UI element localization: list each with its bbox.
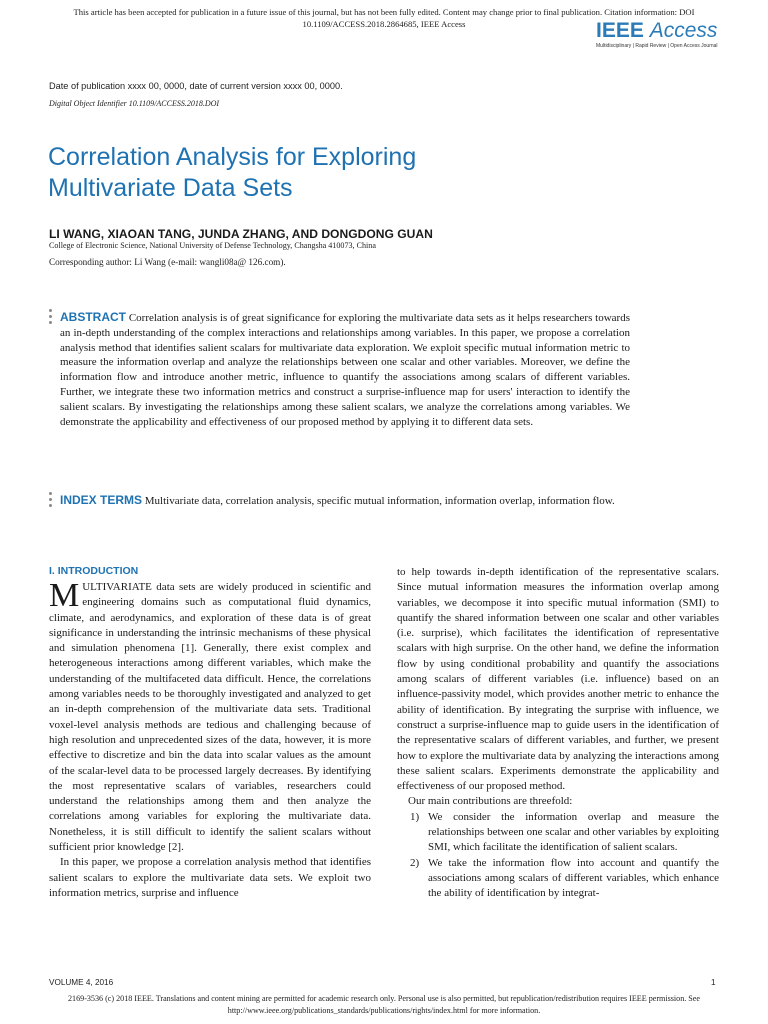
notice-line-1: This article has been accepted for publication in a future issue of this journal, but has not been fully edited. Content may change prior to final publication. Citation information: DOI — [73, 7, 695, 17]
index-terms-marker-dot — [49, 492, 52, 495]
contribution-number: 1) — [410, 810, 420, 823]
title-line-1: Correlation Analysis for Exploring — [48, 143, 417, 171]
index-terms — [60, 493, 630, 509]
abstract-marker-dot — [49, 315, 52, 318]
contributions-list — [397, 810, 719, 902]
license-line-1: 2169-3536 (c) 2018 IEEE. Translations and content mining are permitted for academic research only. Personal use is also permitted, but republication/redistribution requires IEEE permission. See — [68, 994, 700, 1003]
abstract-marker-dot — [49, 309, 52, 312]
notice-line-2: 10.1109/ACCESS.2018.2864685, IEEE Access — [302, 19, 466, 29]
index-terms-marker-dot — [49, 498, 52, 501]
logo-access-text: Access — [649, 19, 718, 42]
contribution-text: We take the information flow into account and quantify the associations among scalars of different variables, which enhance the ability of identification by integrat- — [428, 856, 719, 900]
drop-cap: M — [49, 577, 80, 614]
intro-paragraph-3: to help towards in-depth identification of the representative scalars. Since mutual information measures the information overlap among variables, we decompose it into specific mutual information (SMI) to quantify the shared information between one scalar and other variables (i.e. surprise), which facilitates the identification of representative scalars with high surprise. On the other hand, we define the information flow by using conditional probability and quantify the associations among scalars of different variables (i.e. influence) based on an influence-passivity model, which provides another metric to enhance the ability of identification. By integrating the surprise with influence, we construct a surprise-influence map to guide users in the identification of the representative scalars of different variables, and further, we present how to explore the multivariate data by analyzing the interactions among these salient scalars. Experiments demonstrate the applicability and effectiveness of our proposed method. — [397, 566, 719, 793]
left-column — [49, 577, 371, 901]
logo-tagline: Multidisciplinary | Rapid Review | Open Access Journal — [596, 43, 718, 49]
title-line-2: Multivariate Data Sets — [48, 174, 293, 202]
index-terms-label: INDEX TERMS — [60, 493, 143, 507]
contribution-number: 2) — [410, 856, 420, 869]
index-terms-text: Multivariate data, correlation analysis, specific mutual information, information overlap, information flow. — [144, 495, 615, 507]
abstract-text: Correlation analysis is of great significance for exploring the multivariate data sets as it helps researchers towards an in-depth understanding of the complex interactions and relationships among variables. In this paper, we propose a correlation analysis method that identifies salient scalars for multivariate data exploration. We exploit specific mutual information metric to measure the information overlap and analyze the relationships between one scalar and other variables. Moreover, we define the information flow and introduce another metric, influence to quantify the associations among scalars of different variables. Further, we integrate these two information metrics and construct a surprise-influence map for users' interaction to identify the salient scalars. By investigating the relationships among these salient scalars, we analyze the correlations among variables. We demonstrate the applicability and effectiveness of our proposed method by applying it to different data sets. — [60, 312, 630, 428]
contribution-item — [397, 856, 719, 902]
abstract — [60, 310, 630, 429]
volume-label: VOLUME 4, 2016 — [49, 978, 114, 987]
author-list: LI WANG, XIAOAN TANG, JUNDA ZHANG, AND DONGDONG GUAN — [49, 227, 433, 241]
ieee-access-logo — [596, 20, 721, 49]
intro-paragraph-2: In this paper, we propose a correlation analysis method that identifies salient scalars to explore the multivariate data sets. We exploit two information metrics, surprise and influence — [49, 856, 371, 899]
contributions-intro: Our main contributions are threefold: — [408, 795, 573, 808]
abstract-label: ABSTRACT — [60, 310, 126, 324]
abstract-marker-dot — [49, 321, 52, 324]
intro-paragraph-1-text: ULTIVARIATE data sets are widely produced in scientific and engineering domains such as computational fluid dynamics, climate, and aerodynamics, and exploration of these data is of great significance in understanding the intrinsic mechanisms of these physical and simulation phenomena [1]. Generally, there exist complex and heterogeneous interactions among different variables, which make the understanding of the multifaceted data difficult. Hence, the correlations among variables needs to be thoroughly investigated and analyzed to get an in-depth comprehension of the multivariate data sets. Traditional voxel-level analysis methods are tedious and challenging because of high resolution and unprecedented sizes of the data, however, it is more effective to discretize and bin the data into scalar values as the amount of the scalar-level data to be processed largely decreases. By identifying the most representative scalars of variables, researchers could understand the relationships among them and then analyze the correlations among variables for exploring the multivariate data. Nonetheless, it is still difficult to identify the salient scalars without sufficient prior knowledge [2]. — [49, 581, 371, 854]
copyright-footer — [30, 993, 738, 1017]
contribution-text: We consider the information overlap and measure the relationships between one scalar and other variables by exploiting SMI, which facilitate the identification of salient scalars. — [428, 810, 719, 854]
corresponding-author: Corresponding author: Li Wang (e-mail: wangli08a@ 126.com). — [49, 257, 286, 267]
publication-date: Date of publication xxxx 00, 0000, date of current version xxxx 00, 0000. — [49, 81, 343, 91]
affiliation: College of Electronic Science, National University of Defense Technology, Changsha 410073, China — [49, 241, 376, 250]
contribution-item — [397, 810, 719, 856]
paper-title — [48, 142, 668, 204]
logo-ieee-text: IEEE — [596, 19, 644, 42]
license-line-2: http://www.ieee.org/publications_standards/publications/rights/index.html for more information. — [227, 1006, 541, 1015]
index-terms-marker-dot — [49, 504, 52, 507]
doi-line: Digital Object Identifier 10.1109/ACCESS.2018.DOI — [49, 99, 220, 108]
right-column — [397, 565, 719, 902]
section-heading-introduction: I. INTRODUCTION — [49, 565, 139, 577]
page-number: 1 — [711, 978, 716, 987]
intro-paragraph-1 — [49, 577, 371, 855]
